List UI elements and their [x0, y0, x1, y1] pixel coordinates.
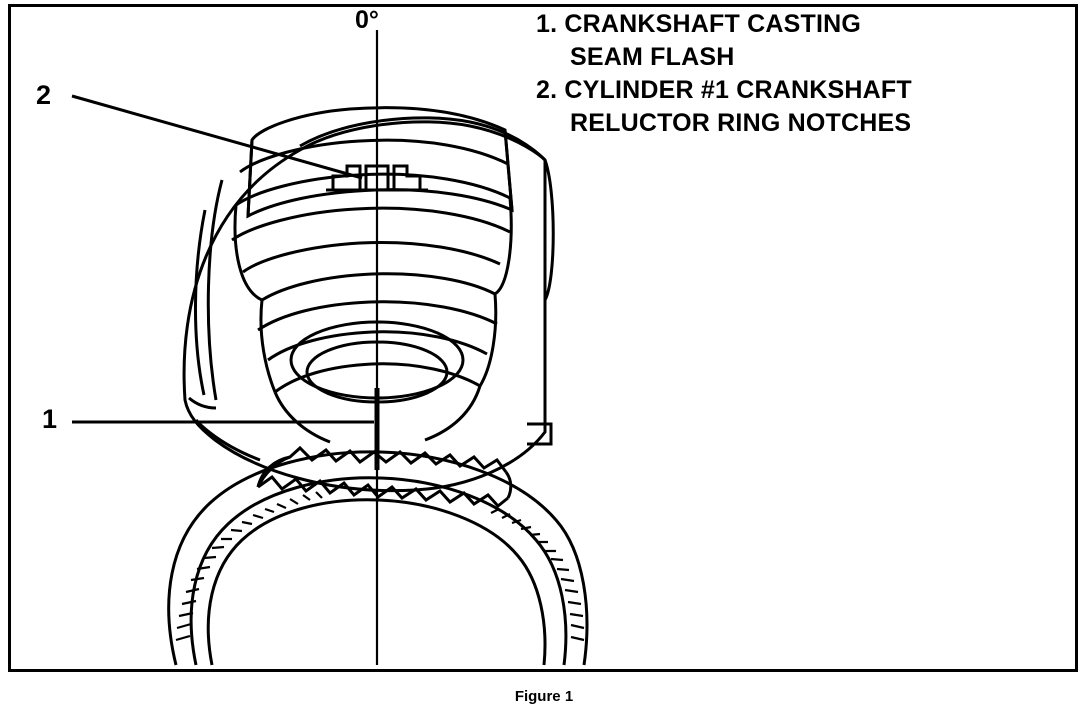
callout-label-1: 1: [42, 404, 58, 434]
figure-caption: Figure 1: [514, 688, 574, 705]
figure-legend: [536, 8, 1066, 140]
legend-item-2-cont: RELUCTOR RING NOTCHES: [570, 109, 912, 137]
legend-item-1: 1. CRANKSHAFT CASTING: [536, 10, 862, 38]
crankshaft-hub-rings: [232, 108, 512, 442]
legend-item-2: 2. CYLINDER #1 CRANKSHAFT: [536, 76, 912, 104]
flange-right-step: [527, 160, 553, 444]
legend-item-1-cont: SEAM FLASH: [570, 43, 735, 71]
angle-label-0deg: 0°: [355, 6, 379, 34]
callout-label-2: 2: [36, 80, 52, 110]
